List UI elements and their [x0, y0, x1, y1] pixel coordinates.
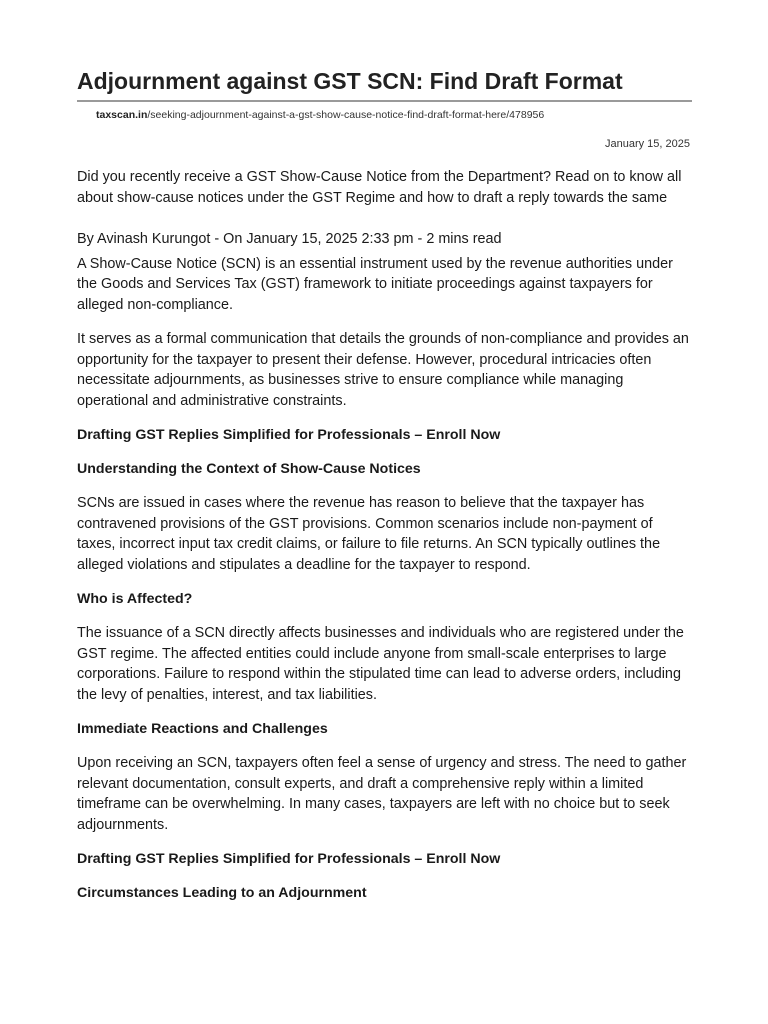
article-intro: Did you recently receive a GST Show-Cause Notice from the Department? Read on to know all about show-cause notices under the GST Regime and how to draft a reply towards the same: [77, 169, 682, 206]
section-heading-context: Understanding the Context of Show-Cause Notices: [77, 461, 421, 477]
article-byline: By Avinash Kurungot - On January 15, 2025 2:33 pm - 2 mins read: [77, 231, 502, 247]
source-url[interactable]: [77, 108, 691, 122]
enroll-link-text-1[interactable]: Drafting GST Replies Simplified for Professionals – Enroll Now: [77, 427, 501, 443]
source-path[interactable]: /seeking-adjournment-against-a-gst-show-cause-notice-find-draft-format-here/478956: [147, 109, 545, 121]
section-heading-adjournment: Circumstances Leading to an Adjournment: [77, 885, 367, 901]
enroll-link-1[interactable]: [77, 425, 691, 445]
paragraph-2: It serves as a formal communication that details the grounds of non-compliance and provides an opportunity for the taxpayer to present their defense. However, procedural intricacies often necessitate adjournments, as businesses strive to ensure compliance while managing operational and administrative constraints.: [77, 331, 689, 409]
source-domain[interactable]: taxscan.in: [96, 109, 148, 121]
article-title: Adjournment against GST SCN: Find Draft Format: [77, 68, 623, 94]
section-heading-reactions: Immediate Reactions and Challenges: [77, 721, 328, 737]
paragraph-3: SCNs are issued in cases where the revenue has reason to believe that the taxpayer has contravened provisions of the GST provisions. Common scenarios include non-payment of taxes, incorrect input tax credit claims, or failure to file returns. An SCN typically outlines the alleged violations and stipulates a deadline for the taxpayer to respond.: [77, 495, 661, 573]
paragraph-5: Upon receiving an SCN, taxpayers often feel a sense of urgency and stress. The need to gather relevant documentation, consult experts, and draft a comprehensive reply within a limited timeframe can be overwhelming. In many cases, taxpayers are left with no choice but to seek adjournments.: [77, 755, 687, 833]
title-divider: [77, 100, 692, 102]
section-heading-affected: Who is Affected?: [77, 591, 193, 607]
publish-date: January 15, 2025: [604, 138, 690, 150]
paragraph-4: The issuance of a SCN directly affects businesses and individuals who are registered under the GST regime. The affected entities could include anyone from small-scale enterprises to large corporations. Failure to respond within the stipulated time can lead to adverse orders, including the levy of penalties, interest, and tax liabilities.: [77, 625, 684, 703]
paragraph-1: A Show-Cause Notice (SCN) is an essential instrument used by the revenue authorities under the Goods and Services Tax (GST) framework to initiate proceedings against taxpayers for alleged non-compliance.: [77, 255, 673, 313]
enroll-link-2[interactable]: [77, 849, 691, 869]
enroll-link-text-2[interactable]: Drafting GST Replies Simplified for Professionals – Enroll Now: [77, 851, 501, 867]
